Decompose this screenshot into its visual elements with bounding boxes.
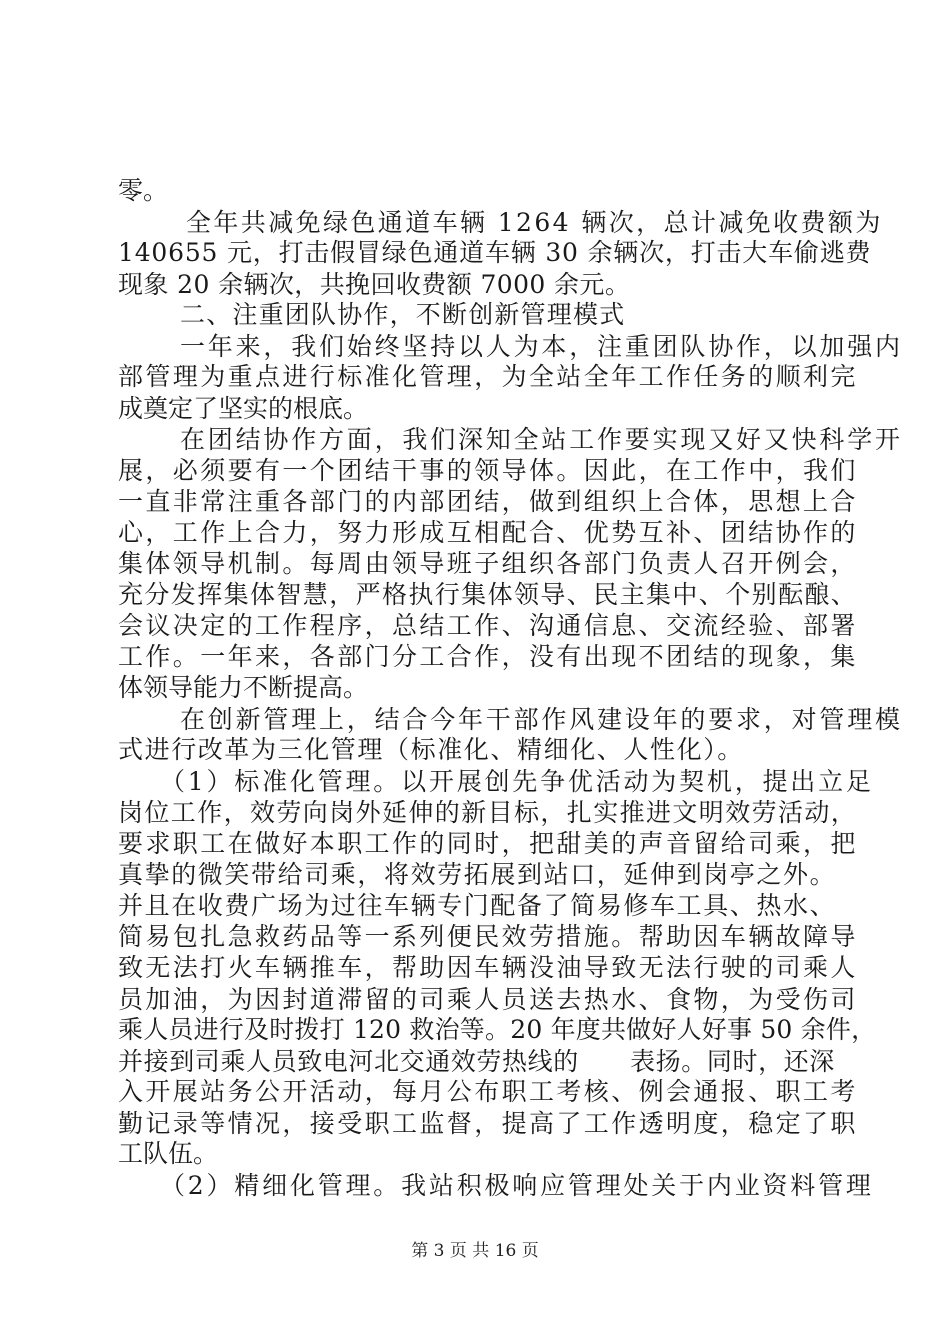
- text-line: 致无法打火车辆推车，帮助因车辆没油导致无法行驶的司乘人: [118, 953, 858, 982]
- text-line: 工队伍。: [118, 1139, 219, 1168]
- text-line: 140655 元，打击假冒绿色通道车辆 30 余辆次，打击大车偷逃费: [118, 238, 872, 267]
- text-line: 勤记录等情况，接受职工监督，提高了工作透明度，稳定了职: [118, 1109, 858, 1138]
- section-heading: 二、注重团队协作，不断创新管理模式: [180, 300, 626, 329]
- text-line: 成奠定了坚实的根底。: [118, 394, 369, 423]
- text-line: 乘人员进行及时拨打 120 救治等。20 年度共做好人好事 50 余件，: [118, 1015, 877, 1044]
- text-line: 零。: [118, 176, 169, 205]
- text-line: 工作。一年来，各部门分工合作，没有出现不团结的现象，集: [118, 642, 858, 671]
- text-line: 一直非常注重各部门的内部团结，做到组织上合体，思想上合: [118, 487, 858, 516]
- text-line: 要求职工在做好本职工作的同时，把甜美的声音留给司乘，把: [118, 829, 858, 858]
- text-line: 现象 20 余辆次，共挽回收费额 7000 余元。: [118, 270, 631, 299]
- text-line: 员加油，为因封道滞留的司乘人员送去热水、食物，为受伤司: [118, 985, 858, 1014]
- text-line: 充分发挥集体智慧，严格执行集体领导、民主集中、个别酝酿、: [118, 580, 858, 609]
- text-line: 心，工作上合力，努力形成互相配合、优势互补、团结协作的: [118, 518, 858, 547]
- text-line: 简易包扎急救药品等一系列便民效劳措施。帮助因车辆故障导: [118, 922, 858, 951]
- text-line: 体领导能力不断提高。: [118, 673, 369, 702]
- text-line: 会议决定的工作程序，总结工作、沟通信息、交流经验、部署: [118, 611, 858, 640]
- text-line: 式进行改革为三化管理（标准化、精细化、人性化）。: [118, 735, 744, 764]
- text-line: 在创新管理上，结合今年干部作风建设年的要求，对管理模: [180, 705, 903, 734]
- text-line: 入开展站务公开活动，每月公布职工考核、例会通报、职工考: [118, 1077, 858, 1106]
- text-line: 全年共减免绿色通道车辆 1264 辆次，总计减免收费额为: [186, 208, 883, 237]
- text-line: 集体领导机制。每周由领导班子组织各部门负责人召开例会，: [118, 549, 858, 578]
- text-line: 部管理为重点进行标准化管理，为全站全年工作任务的顺利完: [118, 362, 858, 391]
- text-line: 并接到司乘人员致电河北交通效劳热线的 表扬。同时，还深: [118, 1047, 835, 1076]
- page-number-footer: 第 3 页 共 16 页: [411, 1241, 539, 1261]
- text-line: （1）标准化管理。以开展创先争优活动为契机，提出立足: [160, 767, 874, 796]
- text-line: 真挚的微笑带给司乘，将效劳拓展到站口，延伸到岗亭之外。: [118, 860, 837, 889]
- text-line: 展，必须要有一个团结干事的领导体。因此，在工作中，我们: [118, 456, 858, 485]
- text-line: 岗位工作，效劳向岗外延伸的新目标，扎实推进文明效劳活动，: [118, 798, 858, 827]
- text-line: 一年来，我们始终坚持以人为本，注重团队协作，以加强内: [180, 332, 903, 361]
- text-line: （2）精细化管理。我站积极响应管理处关于内业资料管理: [160, 1171, 874, 1200]
- text-line: 在团结协作方面，我们深知全站工作要实现又好又快科学开: [180, 425, 903, 454]
- text-line: 并且在收费广场为过往车辆专门配备了简易修车工具、热水、: [118, 891, 837, 920]
